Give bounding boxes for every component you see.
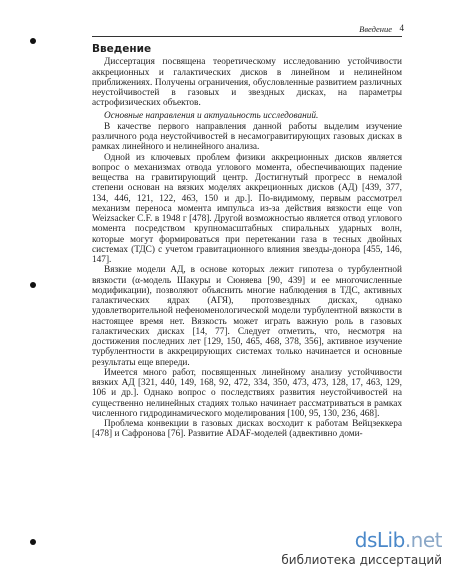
running-header [92,24,402,37]
watermark-logo: dsLib.net [354,528,442,552]
page-body [92,43,402,440]
paragraph: Диссертация посвящена теоретическому исследованию устойчивости аккреционных и галактических дисков в линейном и нелинейном приближениях. Получены ограничения, обусловленные развитием различных неустойчивостей в газовых и звездных дисках, на параметры астрофизических объектов. [92,57,402,109]
section-heading: Введение [92,43,152,55]
binder-hole-dot [30,282,36,288]
paragraph: В качестве первого направления данной работы выделим изучение различного рода неустойчивостей в несамогравитирующих газовых дисках в рамках линейного и нелинейного анализа. [92,121,402,153]
watermark-tagline: библиотека диссертаций [281,553,442,567]
running-header-title: Введение [359,24,392,34]
watermark [270,528,448,572]
paragraph: Вязкие модели АД, в основе которых лежит гипотеза о турбулентной вязкости (α-модель Шакуры и Сюняева [90, 439] и ее многочисленные модификации), позволяют объяснить многие наблюдения в ТДС, активных галактических ядрах (АГЯ), протозвездных дисках, однако удовлетворительной нефеноменологической модели турбулентной вязкости в настоящее время нет. Вязкость может играть важную роль в газовых галактических дисках [14, 77]. Следует отметить, что, несмотря на достижения последних лет [129, 150, 465, 468, 378, 356], активное изучение турбулентности в аккрецирующих системах только начинается и основные результаты еще впереди. [92,265,402,368]
binder-hole-dot [30,38,36,44]
binder-hole-dot [30,539,36,545]
paragraph-truncated: Проблема конвекции в газовых дисках восходит к работам Вейцзеккера [478] и Сафронова [76]. Развитие ADAF-моделей (адвективно доми- [92,419,402,440]
paragraph: Имеется много работ, посвященных линейному анализу устойчивости вязких АД [321, 440, 149, 168, 92, 472, 334, 350, 473, 473, 128, 17, 463, 129, 106 и др.]. Однако вопрос о последствиях развития неустойчивостей на существенно нелинейных стадиях только начинает рассматриваться в рамках численного гидродинамического моделирования [100, 95, 130, 236, 468]. [92,367,402,419]
page-number: 4 [399,23,404,33]
paragraph: Одной из ключевых проблем физики аккреционных дисков является вопрос о механизмах отвода углового момента, обеспечивающих падение вещества на гравитирующий центр. Достигнутый прогресс в немалой степени основан на вязких моделях аккреционных дисков (АД) [439, 377, 134, 446, 121, 122, 463, 150 и др.]. По-видимому, первым рассмотрел механизм переноса момента импульса из-за действия вязкости еще von Weizsacker C.F. в 1948 г [478]. Другой возможностью является отвод углового момента посредством крупномасштабных спиральных ударных волн, которые могут формироваться при перетекании газа в тесных двойных системах (ТДС) с учетом гравитационного влияния звезды-донора [455, 146, 147]. [92,152,402,265]
subsection-heading: Основные направления и актуальность исследований. [104,110,319,121]
